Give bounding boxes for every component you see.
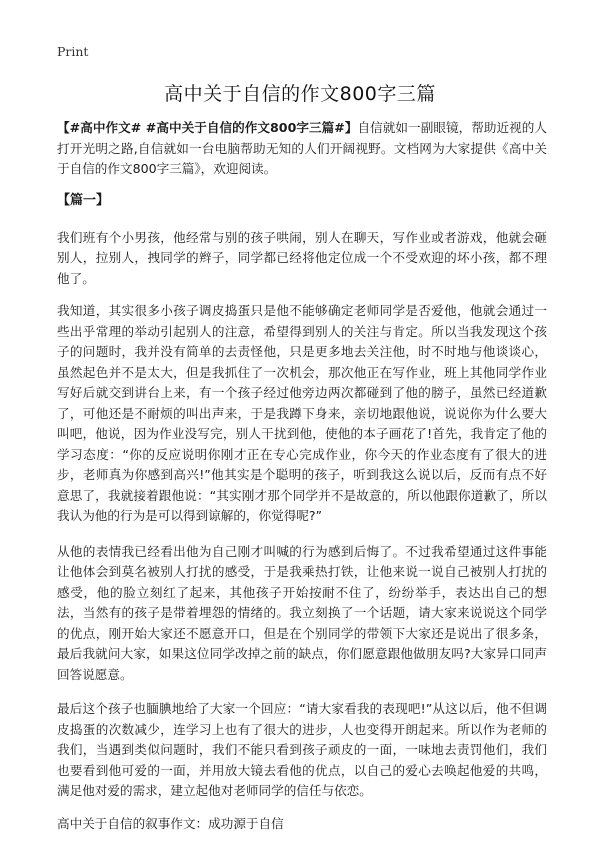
print-link[interactable]: Print (57, 44, 89, 59)
body-paragraph-4: 最后这个孩子也腼腆地给了大家一个回应：“请大家看我的表现吧!”从这以后，他不但调皮捣蛋的次数减少，连学习上也有了很大的进步，人也变得开朗起来。所以作为老师的我们，当遇到类似问题时，我们不能只看到孩子顽皮的一面，一味地去责罚他们，我们也要看到他可爱的一面，并用放大镜去看他的优点，以自己的爱心去唤起他爱的共鸣，满足他对爱的需求，建立起他对老师同学的信任与依恋。 (57, 701, 547, 798)
intro-text: 自信就如一副眼镜，帮助近视的人打开光明之路,自信就如一台电脑帮助无知的人们开阔视野。文档网为大家提供《高中关于自信的作文800字三篇》，欢迎阅读。 (57, 120, 547, 176)
next-section-title: 高中关于自信的叙事作文：成功源于自信 (57, 815, 284, 831)
body-paragraph-2: 我知道，其实很多小孩子调皮捣蛋只是他不能够确定老师同学是否爱他，他就会通过一些出乎常理的举动引起别人的注意，希望得到别人的关注与肯定。所以当我发现这个孩子的问题时，我并没有简单的去责怪他，只是更多地去关注他，时不时地与他谈谈心，虽然起色并不是太大，但是我抓住了一次机会，那次他正在写作业，班上其他同学作业写好后就交到讲台上来，有一个孩子经过他旁边两次都碰到了他的膀子，虽然已经道歉了，可他还是不耐烦的叫出声来，于是我蹲下身来，亲切地跟他说，说说你为什么要大叫吧，他说，因为作业没写完，别人干扰到他，使他的本子画花了!首先，我肯定了他的学习态度：“你的反应说明你刚才正在专心完成作业，你今天的作业态度有了很大的进步，老师真为你感到高兴!”他其实是个聪明的孩子，听到我这么说以后，反而有点不好意思了，我就接着跟他说：“其实刚才那个同学并不是故意的，所以他跟你道歉了，所以我认为他的行为是可以得到谅解的，你觉得呢?” (57, 303, 547, 523)
article-body (57, 118, 547, 848)
intro-tag: 【#高中作文# #高中关于自信的作文800字三篇#】 (57, 120, 358, 135)
intro-paragraph (57, 118, 547, 180)
section-heading: 【篇一】 (57, 192, 110, 208)
body-paragraph-3: 从他的表情我已经看出他为自己刚才叫喊的行为感到后悔了。不过我希望通过这件事能让他体会到莫名被别人打扰的感受，于是我乘热打铁，让他来说一说自己被别人打扰的感受，他的脸立刻红了起来，其他孩子开始按耐不住了，纷纷举手，表达出自己的想法，当然有的孩子是带着埋怨的情绪的。我立刻换了一个话题，请大家来说说这个同学的优点，刚开始大家还不愿意开口，但是在个别同学的带领下大家还是说出了很多条，最后我就问大家，如果这位同学改掉之前的缺点，你们愿意跟他做朋友吗?大家异口同声回答说愿意。 (57, 543, 547, 682)
page-title: 高中关于自信的作文800字三篇 (164, 83, 436, 105)
body-paragraph-1: 我们班有个小男孩，他经常与别的孩子哄闹，别人在聊天，写作业或者游戏，他就会砸别人，拉别人，拽同学的辫子，同学都已经将他定位成一个不受欢迎的坏小孩，都不理他了。 (57, 229, 547, 286)
